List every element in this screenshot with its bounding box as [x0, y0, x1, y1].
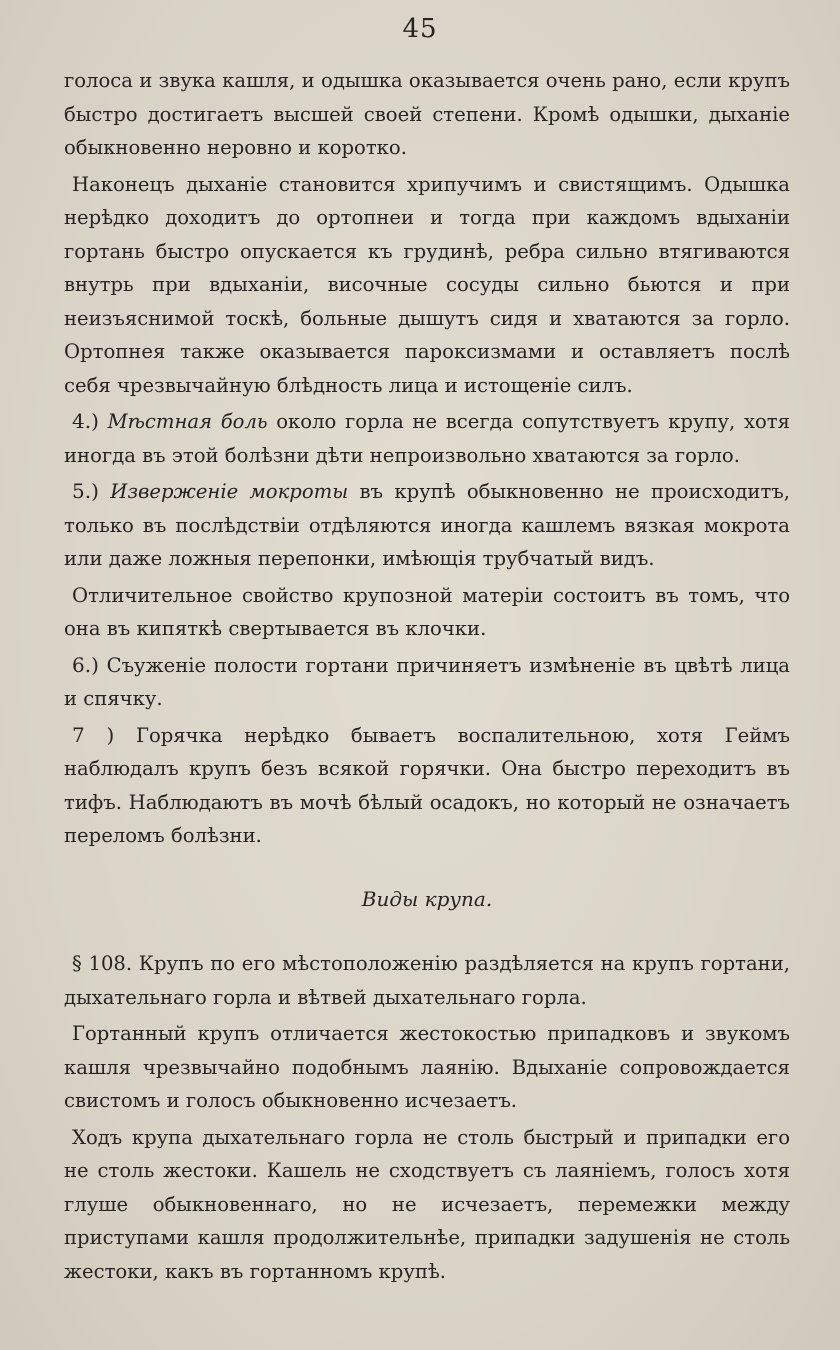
item-number: 7 ) — [72, 722, 115, 747]
item-text: Съуженіе полости гортани причиняетъ измѣненіе въ цвѣтѣ лица и спячку. — [64, 653, 790, 710]
item-text: Горячка нерѣдко бываетъ воспалительною, хотя Геймъ наблюдалъ крупъ безъ всякой горячки. Она быстро переходитъ въ тифъ. Наблюдаютъ въ мочѣ бѣлый осадокъ, но который не означаетъ переломъ болѣзни. — [64, 723, 790, 847]
body-text — [64, 64, 790, 1291]
item-number: 4.) — [72, 409, 99, 433]
section-heading: Виды крупа. — [361, 886, 493, 911]
item-text: около горла не всегда сопутствуетъ крупу, хотя иногда въ этой болѣзни дѣти непроизвольно хватаются за горло. — [64, 410, 790, 467]
paragraph-breathing: Наконецъ дыханіе становится хрипучимъ и свистящимъ. Одышка нерѣдко доходитъ до ортопнеи и тогда при каждомъ вдыханіи гортань быстро опускается къ грудинѣ, ребра сильно втягиваются внутрь при вдыханіи, височные сосуды сильно бьются и при неизъяснимой тоскѣ, больные дышутъ сидя и хватаются за горло. Ортопнея также оказывается пароксизмами и оставляетъ послѣ себя чрезвычайную блѣдность лица и истощеніе силъ. — [64, 172, 790, 397]
list-item-7 — [64, 719, 790, 853]
item-text: въ крупѣ обыкновенно не происходитъ, только въ послѣдствіи отдѣляются иногда кашлемъ вязкая мокрота или даже ложныя перепонки, имѣющія трубчатый видъ. — [64, 480, 790, 570]
page-number: 45 — [402, 14, 438, 44]
list-item-4 — [64, 405, 790, 472]
item-number: 6.) — [72, 652, 99, 677]
paragraph-continuation: голоса и звука кашля, и одышка оказывается очень рано, если крупъ быстро достигаетъ высшей своей степени. Кромѣ одышки, дыханіе обыкновенно неровно и коротко. — [64, 69, 790, 159]
item-term: Изверженіе мокроты — [110, 480, 349, 503]
paragraph-tracheal-croup: Ходъ крупа дыхательнаго горла не столь быстрый и припадки его не столь жестоки. Кашель не сходствуетъ съ лаяніемъ, голосъ хотя глуше обыкновеннаго, но не исчезаетъ, перемежки между приступами кашля продолжительнѣе, припадки задушенія не столь жестоки, какъ въ гортанномъ крупѣ. — [64, 1125, 790, 1283]
paragraph-laryngeal-croup: Гортанный крупъ отличается жестокостью припадковъ и звукомъ кашля чрезвычайно подобнымъ лаянію. Вдыханіе сопровождается свистомъ и голосъ обыкновенно исчезаетъ. — [64, 1022, 790, 1112]
paragraph-section-108: § 108. Крупъ по его мѣстоположенію раздѣляется на крупъ гортани, дыхательнаго горла и вѣтвей дыхательнаго горла. — [64, 952, 790, 1009]
list-item-5 — [64, 475, 790, 576]
list-item-6 — [64, 649, 790, 716]
item-number: 5.) — [72, 479, 99, 503]
paragraph-croup-matter: Отличительное свойство крупозной матеріи состоитъ въ томъ, что она въ кипяткѣ свертывается въ клочки. — [64, 583, 790, 640]
item-term: Мѣстная боль — [107, 410, 268, 433]
